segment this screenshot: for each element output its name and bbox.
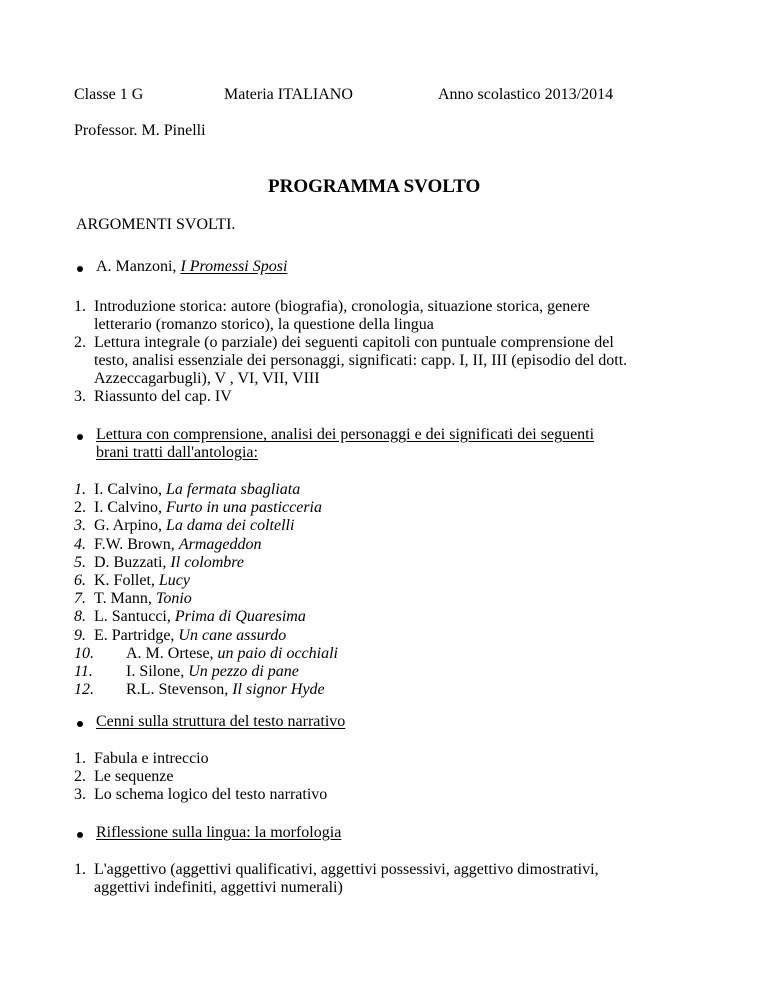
work-title: Prima di Quaresima bbox=[174, 608, 306, 626]
list-item bbox=[74, 536, 261, 554]
author: T. Mann, bbox=[94, 590, 156, 608]
list-item: 1. L'aggettivo (aggettivi qualificativi, aggettivi possessivi, aggettivo dimostrativi, bbox=[74, 861, 599, 878]
item-number: 8. bbox=[74, 608, 86, 626]
list-item: 3. Riassunto del cap. IV bbox=[74, 388, 232, 405]
list-item-cont: letterario (romanzo storico), la questione della lingua bbox=[94, 316, 434, 333]
item-number: 7. bbox=[74, 590, 86, 608]
section-heading-antologia-cont: brani tratti dall'antologia: bbox=[96, 444, 258, 461]
list-item bbox=[74, 517, 294, 535]
item-number: 12. bbox=[74, 681, 94, 699]
work-title: La dama dei coltelli bbox=[166, 517, 295, 535]
item-number: 2. bbox=[74, 499, 86, 517]
section-heading-narrativo: Cenni sulla struttura del testo narrativo bbox=[96, 713, 346, 730]
list-item: 1. Introduzione storica: autore (biografia), cronologia, situazione storica, genere bbox=[74, 298, 590, 315]
work-title: Furto in una pasticceria bbox=[166, 499, 322, 517]
topics-heading: ARGOMENTI SVOLTI. bbox=[76, 216, 236, 233]
work-title: Tonio bbox=[155, 590, 192, 608]
work-title: Il colombre bbox=[170, 553, 245, 571]
author: A. Manzoni, bbox=[96, 258, 181, 275]
item-number: 3. bbox=[74, 517, 86, 535]
item-number: 1. bbox=[74, 481, 86, 498]
list-item bbox=[74, 645, 338, 663]
item-number: 6. bbox=[74, 572, 86, 589]
author: I. Silone, bbox=[126, 663, 189, 680]
list-item-cont: Azzeccagarbugli), V , VI, VII, VIII bbox=[94, 370, 320, 387]
list-item bbox=[74, 590, 192, 608]
item-number: 4. bbox=[74, 535, 86, 553]
item-number: 10. bbox=[74, 644, 94, 662]
list-item-cont: aggettivi indefiniti, aggettivi numerali) bbox=[94, 879, 343, 896]
author: I. Calvino, bbox=[94, 481, 166, 498]
subject-label: Materia ITALIANO bbox=[224, 86, 353, 103]
author: I. Calvino, bbox=[94, 499, 166, 517]
bullet-icon bbox=[77, 434, 83, 440]
author: R.L. Stevenson, bbox=[126, 681, 233, 699]
work-title: I Promessi Sposi bbox=[180, 258, 288, 275]
list-item: 2. Le sequenze bbox=[74, 768, 174, 785]
author: A. M. Ortese, bbox=[126, 644, 218, 662]
list-item bbox=[74, 572, 190, 590]
author: K. Follet, bbox=[94, 572, 159, 589]
list-item bbox=[74, 681, 325, 699]
bullet-icon bbox=[77, 832, 83, 838]
author: D. Buzzati, bbox=[94, 553, 171, 571]
list-item bbox=[74, 627, 286, 645]
list-item: 2. Lettura integrale (o parziale) dei seguenti capitoli con puntuale comprensione del bbox=[74, 334, 614, 351]
professor-label: Professor. M. Pinelli bbox=[74, 122, 206, 139]
item-number: 9. bbox=[74, 626, 86, 644]
work-title: La fermata sbagliata bbox=[166, 481, 301, 498]
section-heading-antologia: Lettura con comprensione, analisi dei personaggi e dei significati dei seguenti bbox=[96, 426, 595, 443]
class-label: Classe 1 G bbox=[74, 86, 144, 103]
school-year-label: Anno scolastico 2013/2014 bbox=[438, 86, 614, 103]
section-heading-manzoni bbox=[96, 258, 287, 276]
document-title: PROGRAMMA SVOLTO bbox=[268, 176, 481, 197]
item-number: 5. bbox=[74, 553, 86, 571]
list-item bbox=[74, 481, 300, 499]
author: G. Arpino, bbox=[94, 517, 166, 535]
work-title: un paio di occhiali bbox=[217, 644, 338, 662]
work-title: Un cane assurdo bbox=[178, 626, 287, 644]
author: E. Partridge, bbox=[94, 626, 179, 644]
list-item bbox=[74, 554, 244, 572]
list-item bbox=[74, 608, 306, 626]
work-title: Un pezzo di pane bbox=[188, 663, 299, 680]
item-number: 11. bbox=[74, 663, 93, 680]
bullet-icon bbox=[77, 266, 83, 272]
list-item: 1. Fabula e intreccio bbox=[74, 750, 209, 767]
bullet-icon bbox=[77, 721, 83, 727]
list-item bbox=[74, 663, 299, 681]
list-item: 3. Lo schema logico del testo narrativo bbox=[74, 786, 328, 803]
author: F.W. Brown, bbox=[94, 535, 179, 553]
work-title: Armageddon bbox=[178, 535, 262, 553]
author: L. Santucci, bbox=[94, 608, 175, 626]
list-item bbox=[74, 499, 322, 517]
work-title: Lucy bbox=[158, 572, 190, 589]
work-title: Il signor Hyde bbox=[232, 681, 325, 699]
list-item-cont: testo, analisi essenziale dei personaggi, significati: capp. I, II, III (episodio del dott. bbox=[94, 352, 628, 369]
section-heading-morfologia: Riflessione sulla lingua: la morfologia bbox=[96, 824, 342, 841]
